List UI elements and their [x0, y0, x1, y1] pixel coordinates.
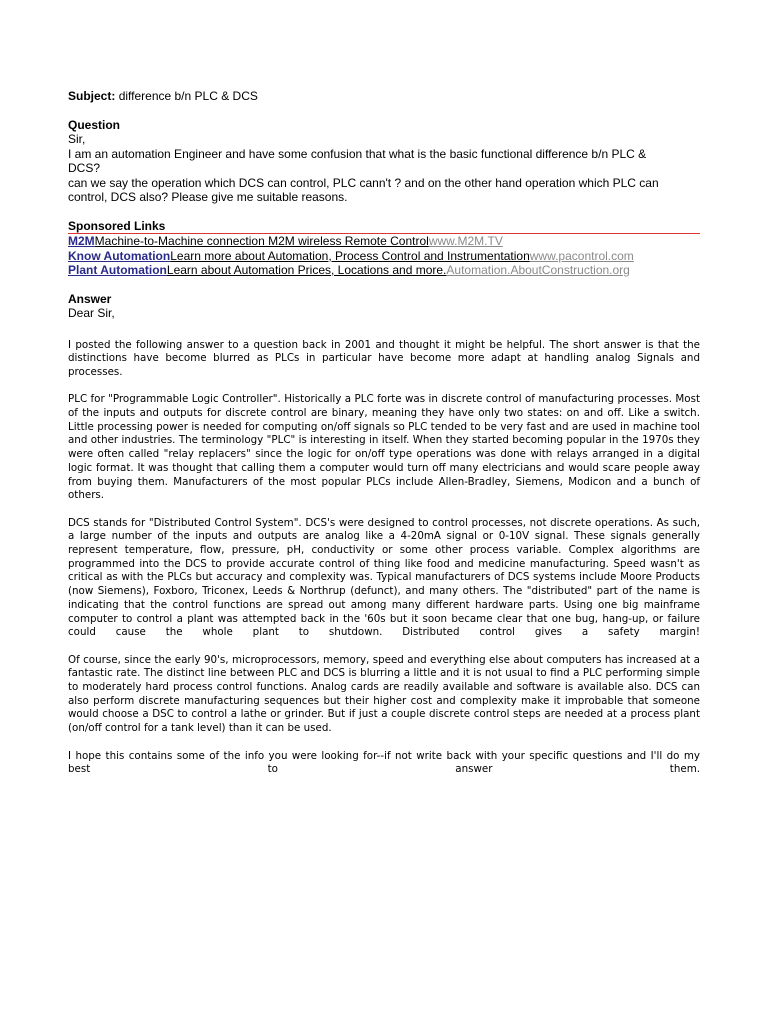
ad-item[interactable]: [68, 234, 700, 249]
ad-title-link[interactable]: M2M: [68, 234, 95, 248]
answer-paragraph: PLC for "Programmable Logic Controller". Historically a PLC forte was in discrete control of manufacturing processes. Most of the inputs and outputs for discrete control are binary, meaning they have only two states: on and off. Like a switch. Little processing power is needed for computing on/off signals so PLC tended to be very fast and are used in machine tool and other industries. The terminology "PLC" is interesting in itself. When they started becoming popular in the 1970s they were often called "relay replacers" since the logic for on/off type operations was done with relays arranged in a digital logic format. It was thought that calling them a computer would turn off many electricians and would scare people away from buying them. Manufacturers of the most popular PLCs include Allen-Bradley, Siemens, Modicon and a bunch of others.: [68, 393, 700, 502]
subject-label: Subject:: [68, 89, 116, 103]
sponsored-links-heading: Sponsored Links: [68, 219, 700, 235]
ad-url-link[interactable]: www.pacontrol.com: [529, 248, 634, 263]
answer-greeting: Dear Sir,: [68, 306, 115, 320]
answer-section: [68, 292, 700, 777]
answer-paragraph: I hope this contains some of the info you were looking for--if not write back with your specific questions and I'll do my best to answer them.: [68, 749, 700, 776]
question-section: [68, 118, 700, 205]
answer-heading: Answer: [68, 291, 112, 306]
ad-item[interactable]: [68, 249, 700, 264]
answer-paragraph: I posted the following answer to a question back in 2001 and thought it might be helpful. The short answer is that the distinctions have become blurred as PLCs in particular have become more adapt at handling analog Signals and processes.: [68, 338, 700, 378]
ad-description-link[interactable]: Learn more about Automation, Process Control and Instrumentation: [170, 248, 530, 263]
ad-title-link[interactable]: Know Automation: [68, 248, 171, 263]
question-line: DCS?: [68, 161, 101, 175]
ad-description-link[interactable]: Learn about Automation Prices, Locations and more.: [166, 263, 447, 277]
answer-paragraph: Of course, since the early 90's, microprocessors, memory, speed and everything else about computers has increased at a fantastic rate. The distinct line between PLC and DCS is blurring a little and it is not usual to find a PLC performing simple to moderately hard process control functions. Analog cards are readily available and software is available also. DCS can also perform discrete manufacturing sequences but their higher cost and complexity make it improbable that someone would choose a DSC to control a lathe or grinder. But if just a couple discrete control steps are needed at a process plant (on/off control for a tank level) than it can be used.: [68, 653, 700, 735]
ad-description-link[interactable]: Machine-to-Machine connection M2M wireless Remote Control: [94, 234, 429, 248]
sponsored-links-section: [68, 219, 700, 278]
ad-url-link[interactable]: www.M2M.TV: [428, 234, 503, 248]
question-heading: Question: [68, 117, 121, 132]
ad-title-link[interactable]: Plant Automation: [68, 263, 167, 277]
document-page: [68, 89, 700, 791]
question-line: control, DCS also? Please give me suitable reasons.: [68, 190, 348, 204]
subject-text: difference b/n PLC & DCS: [118, 89, 258, 103]
question-line: I am an automation Engineer and have some confusion that what is the basic functional difference b/n PLC &: [68, 146, 647, 161]
question-line: can we say the operation which DCS can control, PLC cann't ? and on the other hand operation which PLC can: [68, 175, 659, 190]
subject-line: [68, 89, 700, 104]
question-line: Sir,: [68, 132, 86, 146]
ad-url-link[interactable]: Automation.AboutConstruction.org: [446, 263, 630, 277]
answer-paragraph: DCS stands for "Distributed Control System". DCS's were designed to control processes, not discrete operations. As such, a large number of the inputs and outputs are analog like a 4-20mA signal or 0-10V signal. These signals generally represent temperature, flow, pressure, pH, conductivity or some other process variable. Complex algorithms are programmed into the DCS to provide accurate control of thing like food and medicine manufacturing. Speed wasn't as critical as with the PLCs but accuracy and complexity was. Typical manufacturers of DCS systems include Moore Products (now Siemens), Foxboro, Triconex, Leeds & Northrup (defunct), and many others. The "distributed" part of the name is indicating that the control functions are spread out among many different hardware parts. Using one big mainframe computer to control a plant was attempted back in the '60s but it soon became clear that one bug, hang-up, or failure could cause the whole plant to shutdown. Distributed control gives a safety margin!: [68, 516, 700, 639]
ad-item[interactable]: [68, 263, 700, 278]
answer-body: [68, 339, 700, 777]
